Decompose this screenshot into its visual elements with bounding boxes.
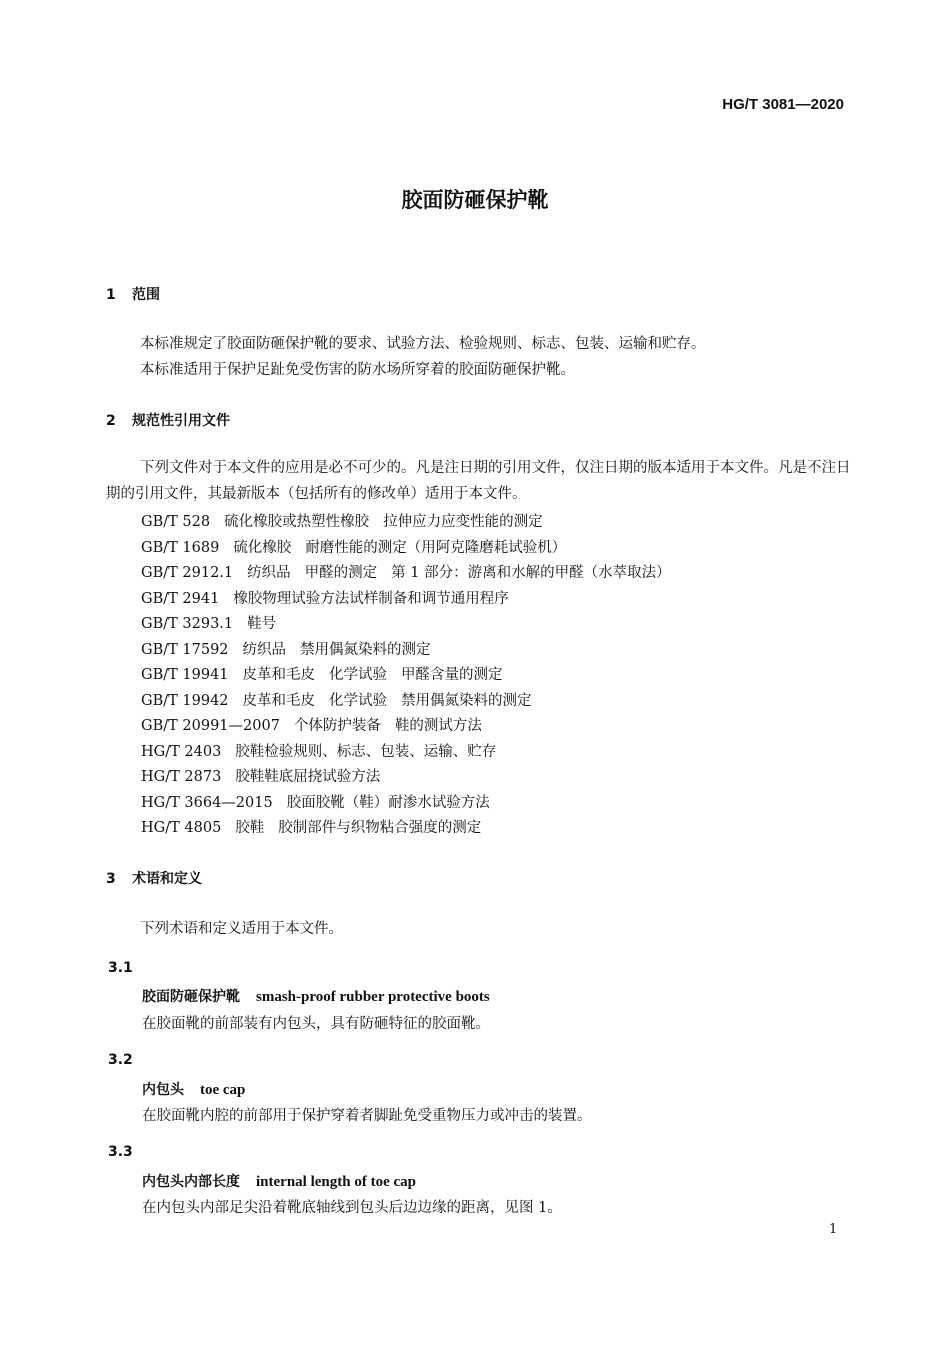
section-number: 1 bbox=[106, 287, 116, 303]
reference-title: 橡胶物理试验方法试样制备和调节通用程序 bbox=[233, 591, 509, 607]
page-number: 1 bbox=[829, 1222, 838, 1237]
section-number: 3 bbox=[106, 871, 116, 887]
reference-code: HG/T 4805 bbox=[141, 820, 222, 836]
paragraph: 下列术语和定义适用于本文件。 bbox=[140, 921, 343, 937]
intro-paragraph: 下列文件对于本文件的应用是必不可少的。凡是注日期的引用文件，仅注日期的版本适用于本文件。凡是不注日期的引用文件，其最新版本（包括所有的修改单）适用于本文件。 bbox=[106, 460, 851, 502]
reference-title: 鞋的测试方法 bbox=[394, 718, 482, 734]
standard-code: HG/T 3081—2020 bbox=[722, 96, 844, 113]
reference-code: GB/T 528 bbox=[141, 514, 211, 530]
reference-title: 个体防护装备 bbox=[293, 718, 381, 734]
reference-title: 胶面胶靴（鞋）耐渗水试验方法 bbox=[286, 795, 490, 811]
reference-item bbox=[141, 510, 543, 531]
reference-item bbox=[141, 689, 532, 710]
reference-item bbox=[141, 663, 503, 684]
section-title: 规范性引用文件 bbox=[132, 413, 230, 429]
reference-code: GB/T 1689 bbox=[141, 540, 220, 556]
section-3-heading bbox=[106, 868, 202, 888]
reference-item bbox=[141, 612, 276, 633]
reference-title: 禁用偶氮染料的测定 bbox=[401, 693, 532, 709]
section-number: 2 bbox=[106, 413, 116, 429]
reference-item bbox=[141, 638, 431, 659]
term-en: internal length of toe cap bbox=[256, 1174, 416, 1190]
reference-title: 禁用偶氮染料的测定 bbox=[300, 642, 431, 658]
term-definition: 在胶面靴的前部装有内包头，具有防砸特征的胶面靴。 bbox=[142, 1016, 490, 1032]
reference-title: 化学试验 bbox=[329, 693, 388, 709]
term-en: toe cap bbox=[200, 1082, 246, 1098]
clause-number: 3.1 bbox=[108, 960, 133, 976]
reference-item bbox=[141, 587, 509, 608]
reference-title: 硫化橡胶或热塑性橡胶 bbox=[224, 514, 370, 530]
reference-title: 纺织品 bbox=[247, 565, 291, 581]
reference-title: 化学试验 bbox=[329, 667, 388, 683]
reference-code: HG/T 3664—2015 bbox=[141, 795, 273, 811]
section-title: 范围 bbox=[132, 287, 160, 303]
term-en: smash-proof rubber protective boots bbox=[256, 989, 490, 1005]
term-zh: 胶面防砸保护靴 bbox=[142, 989, 240, 1005]
term-zh: 内包头 bbox=[142, 1082, 184, 1098]
document-title: 胶面防砸保护靴 bbox=[401, 188, 549, 212]
reference-code: GB/T 19942 bbox=[141, 693, 229, 709]
reference-title: 胶鞋鞋底屈挠试验方法 bbox=[235, 769, 381, 785]
reference-title: 甲醛的测定 bbox=[304, 565, 378, 581]
term-heading bbox=[142, 1079, 245, 1099]
paragraph: 本标准适用于保护足趾免受伤害的防水场所穿着的胶面防砸保护靴。 bbox=[140, 362, 575, 378]
reference-title: 鞋号 bbox=[247, 616, 277, 632]
reference-title: 拉伸应力应变性能的测定 bbox=[383, 514, 543, 530]
reference-title: 耐磨性能的测定（用阿克隆磨耗试验机） bbox=[305, 540, 567, 556]
reference-title: 皮革和毛皮 bbox=[242, 667, 316, 683]
reference-code: HG/T 2403 bbox=[141, 744, 222, 760]
reference-code: GB/T 17592 bbox=[141, 642, 229, 658]
clause-number: 3.2 bbox=[108, 1052, 133, 1068]
reference-title: 第 1 部分：游离和水解的甲醛（水萃取法） bbox=[391, 565, 671, 581]
reference-item bbox=[141, 816, 481, 837]
reference-title: 硫化橡胶 bbox=[233, 540, 292, 556]
reference-title: 胶鞋检验规则、标志、包装、运输、贮存 bbox=[235, 744, 497, 760]
term-heading bbox=[142, 1171, 416, 1191]
section-title: 术语和定义 bbox=[132, 871, 202, 887]
reference-code: GB/T 2912.1 bbox=[141, 565, 234, 581]
reference-item bbox=[141, 740, 496, 761]
reference-code: GB/T 3293.1 bbox=[141, 616, 234, 632]
reference-item bbox=[141, 714, 482, 735]
section-2-heading bbox=[106, 410, 230, 430]
reference-code: GB/T 19941 bbox=[141, 667, 229, 683]
reference-code: GB/T 2941 bbox=[141, 591, 220, 607]
reference-title: 胶制部件与织物粘合强度的测定 bbox=[278, 820, 482, 836]
reference-item bbox=[141, 561, 671, 582]
reference-title: 皮革和毛皮 bbox=[242, 693, 316, 709]
paragraph: 本标准规定了胶面防砸保护靴的要求、试验方法、检验规则、标志、包装、运输和贮存。 bbox=[140, 336, 706, 352]
term-definition: 在内包头内部足尖沿着靴底轴线到包头后边边缘的距离，见图 1。 bbox=[142, 1200, 562, 1216]
section-1-heading bbox=[106, 284, 160, 304]
reference-item bbox=[141, 765, 380, 786]
term-heading bbox=[142, 986, 490, 1006]
clause-number: 3.3 bbox=[108, 1144, 133, 1160]
reference-item bbox=[141, 791, 490, 812]
reference-item bbox=[141, 536, 566, 557]
reference-title: 纺织品 bbox=[242, 642, 287, 658]
term-definition: 在胶面靴内腔的前部用于保护穿着者脚趾免受重物压力或冲击的装置。 bbox=[142, 1108, 592, 1124]
reference-title: 甲醛含量的测定 bbox=[401, 667, 503, 683]
reference-code: GB/T 20991—2007 bbox=[141, 718, 280, 734]
term-zh: 内包头内部长度 bbox=[142, 1174, 240, 1190]
reference-code: HG/T 2873 bbox=[141, 769, 222, 785]
reference-title: 胶鞋 bbox=[235, 820, 265, 836]
